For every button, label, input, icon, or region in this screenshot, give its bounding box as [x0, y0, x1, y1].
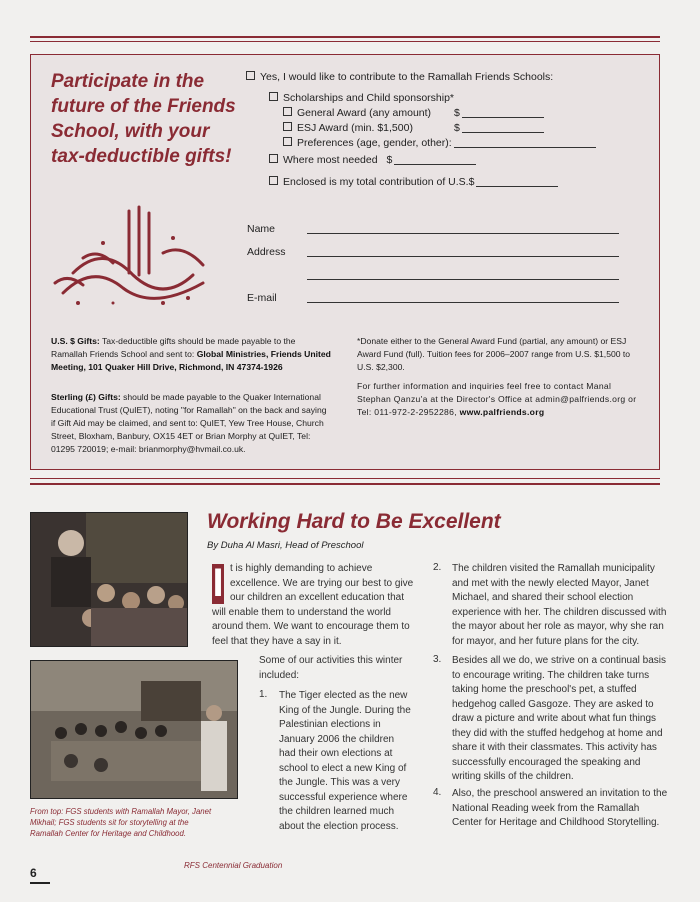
address-field-2[interactable] [307, 279, 619, 280]
checkbox-contribute[interactable] [246, 71, 255, 80]
name-label: Name [247, 223, 276, 235]
donation-form-box [30, 54, 660, 470]
option-preferences[interactable]: Preferences (age, gender, other): [283, 137, 596, 149]
general-award-line[interactable] [462, 107, 544, 118]
checkbox-general-award[interactable] [283, 107, 292, 116]
esj-award-line[interactable] [462, 122, 544, 133]
page-number: 6 [30, 866, 37, 880]
section-rule [30, 483, 660, 485]
checkbox-enclosed[interactable] [269, 176, 278, 185]
enclosed-line[interactable] [476, 176, 558, 187]
list-item-number: 2. [433, 562, 442, 573]
most-needed-line[interactable] [394, 154, 476, 165]
us-gifts-note: U.S. $ Gifts: Tax-deductible gifts should be made payable to the Ramallah Friends School and sent to: Global Ministries, Friends United Meeting, 101 Quaker Hill Drive, Richmond, IN 47374-1926 [51, 336, 331, 372]
article-intro: I t is highly demanding to achieve excellence. We are trying our best to give our children an excellent education that will enable them to understand the world around them. We want to encourage them to feel that they have a say in it. [212, 561, 414, 647]
option-most-needed[interactable]: Where most needed $ [269, 154, 476, 166]
address-field[interactable] [307, 256, 619, 257]
activities-intro: Some of our activities this winter included: [259, 655, 403, 681]
photo-mayor-students [30, 512, 188, 647]
name-field[interactable] [307, 233, 619, 234]
section-rule-thin [30, 478, 660, 479]
photo-caption: From top: FGS students with Ramallah Mayor, Janet Mikhail; FGS students sit for storytelling at the Ramallah Center for Heritage and Childhood. [30, 807, 212, 838]
checkbox-most-needed[interactable] [269, 154, 278, 163]
email-label: E-mail [247, 292, 277, 304]
arabic-calligraphy-logo [43, 203, 218, 313]
photo-storytelling [30, 660, 238, 799]
checkbox-preferences[interactable] [283, 137, 292, 146]
page-number-rule [30, 882, 50, 884]
email-field[interactable] [307, 302, 619, 303]
esj-award-amount[interactable]: $ [454, 122, 544, 134]
top-rule-thin [30, 41, 660, 42]
option-general-award[interactable]: General Award (any amount) [283, 107, 431, 119]
article-byline: By Duha Al Masri, Head of Preschool [207, 540, 364, 551]
top-rule [30, 36, 660, 38]
list-item-number: 3. [433, 654, 442, 665]
option-scholarships[interactable]: Scholarships and Child sponsorship* [269, 92, 454, 104]
list-item: The children visited the Ramallah municipality and met with the newly elected Mayor, Janet Michael, and shared their school election experience with her. The children discussed with the mayor about her role as mayor, why she ran for mayor, and her future plans for the city. [452, 563, 667, 647]
footer-publication: RFS Centennial Graduation [184, 861, 283, 870]
sterling-gifts-note: Sterling (£) Gifts: should be made payable to the Quaker International Educational Trust (QuIET), noting "for Ramallah" on the back and saying if Gift Aid may be claimed, and sent to: QuIET, Yew Tree House, Church Street, Bloxham, Banbury, OX15 4ET or Brian Morphy at QuIET, Tel: 01295 720019; e-mail: brianmorphy@hvmail.co.uk. [51, 392, 327, 454]
checkbox-scholarships[interactable] [269, 92, 278, 101]
address-label: Address [247, 246, 286, 258]
drop-cap: I [212, 561, 224, 605]
info-note: For further information and inquiries feel free to contact Manal Stephan Qanzu'a at the Director's Office at admin@palfriends.org or Tel: 011-972-2-2952286, www.palfriends.org [357, 381, 637, 417]
general-award-amount[interactable]: $ [454, 107, 544, 119]
list-item-number: 1. [259, 689, 268, 700]
website-link[interactable]: www.palfriends.org [459, 407, 545, 417]
option-enclosed[interactable]: Enclosed is my total contribution of U.S.$ [269, 176, 558, 188]
preferences-line[interactable] [454, 137, 596, 148]
option-esj-award[interactable]: ESJ Award (min. $1,500) [283, 122, 413, 134]
form-headline: Participate in the future of the Friends School, with your tax-deductible gifts! [51, 71, 236, 167]
list-item: Besides all we do, we strive on a continual basis to encourage writing. The children take turns taking home the preschool's pet, a stuffed hedgehog called Gasgoze. They are asked to draw a picture and write about what fun things they did with the stuffed hedgehog at home and share it with their classmates. This activity has successfully encouraged the speaking and writing skills of the children. [452, 655, 667, 782]
donate-note: *Donate either to the General Award Fund (partial, any amount) or ESJ Award Fund (full). Tuition fees for 2006–2007 range from U.S. $1,500 to U.S. $2,300. [357, 336, 631, 372]
checkbox-esj-award[interactable] [283, 122, 292, 131]
list-item: The Tiger elected as the new King of the Jungle. During the Palestinian elections in January 2006 the children had their own elections at school to elect a new King of the Jungle. This was a very successful experience where the children learned much about the election process. [279, 690, 411, 832]
article-title: Working Hard to Be Excellent [207, 510, 501, 533]
list-item-number: 4. [433, 787, 442, 798]
option-contribute[interactable]: Yes, I would like to contribute to the Ramallah Friends Schools: [246, 71, 553, 83]
list-item: Also, the preschool answered an invitation to the National Reading week from the Ramallah Center for Heritage and Childhood Storytelling. [452, 788, 668, 828]
